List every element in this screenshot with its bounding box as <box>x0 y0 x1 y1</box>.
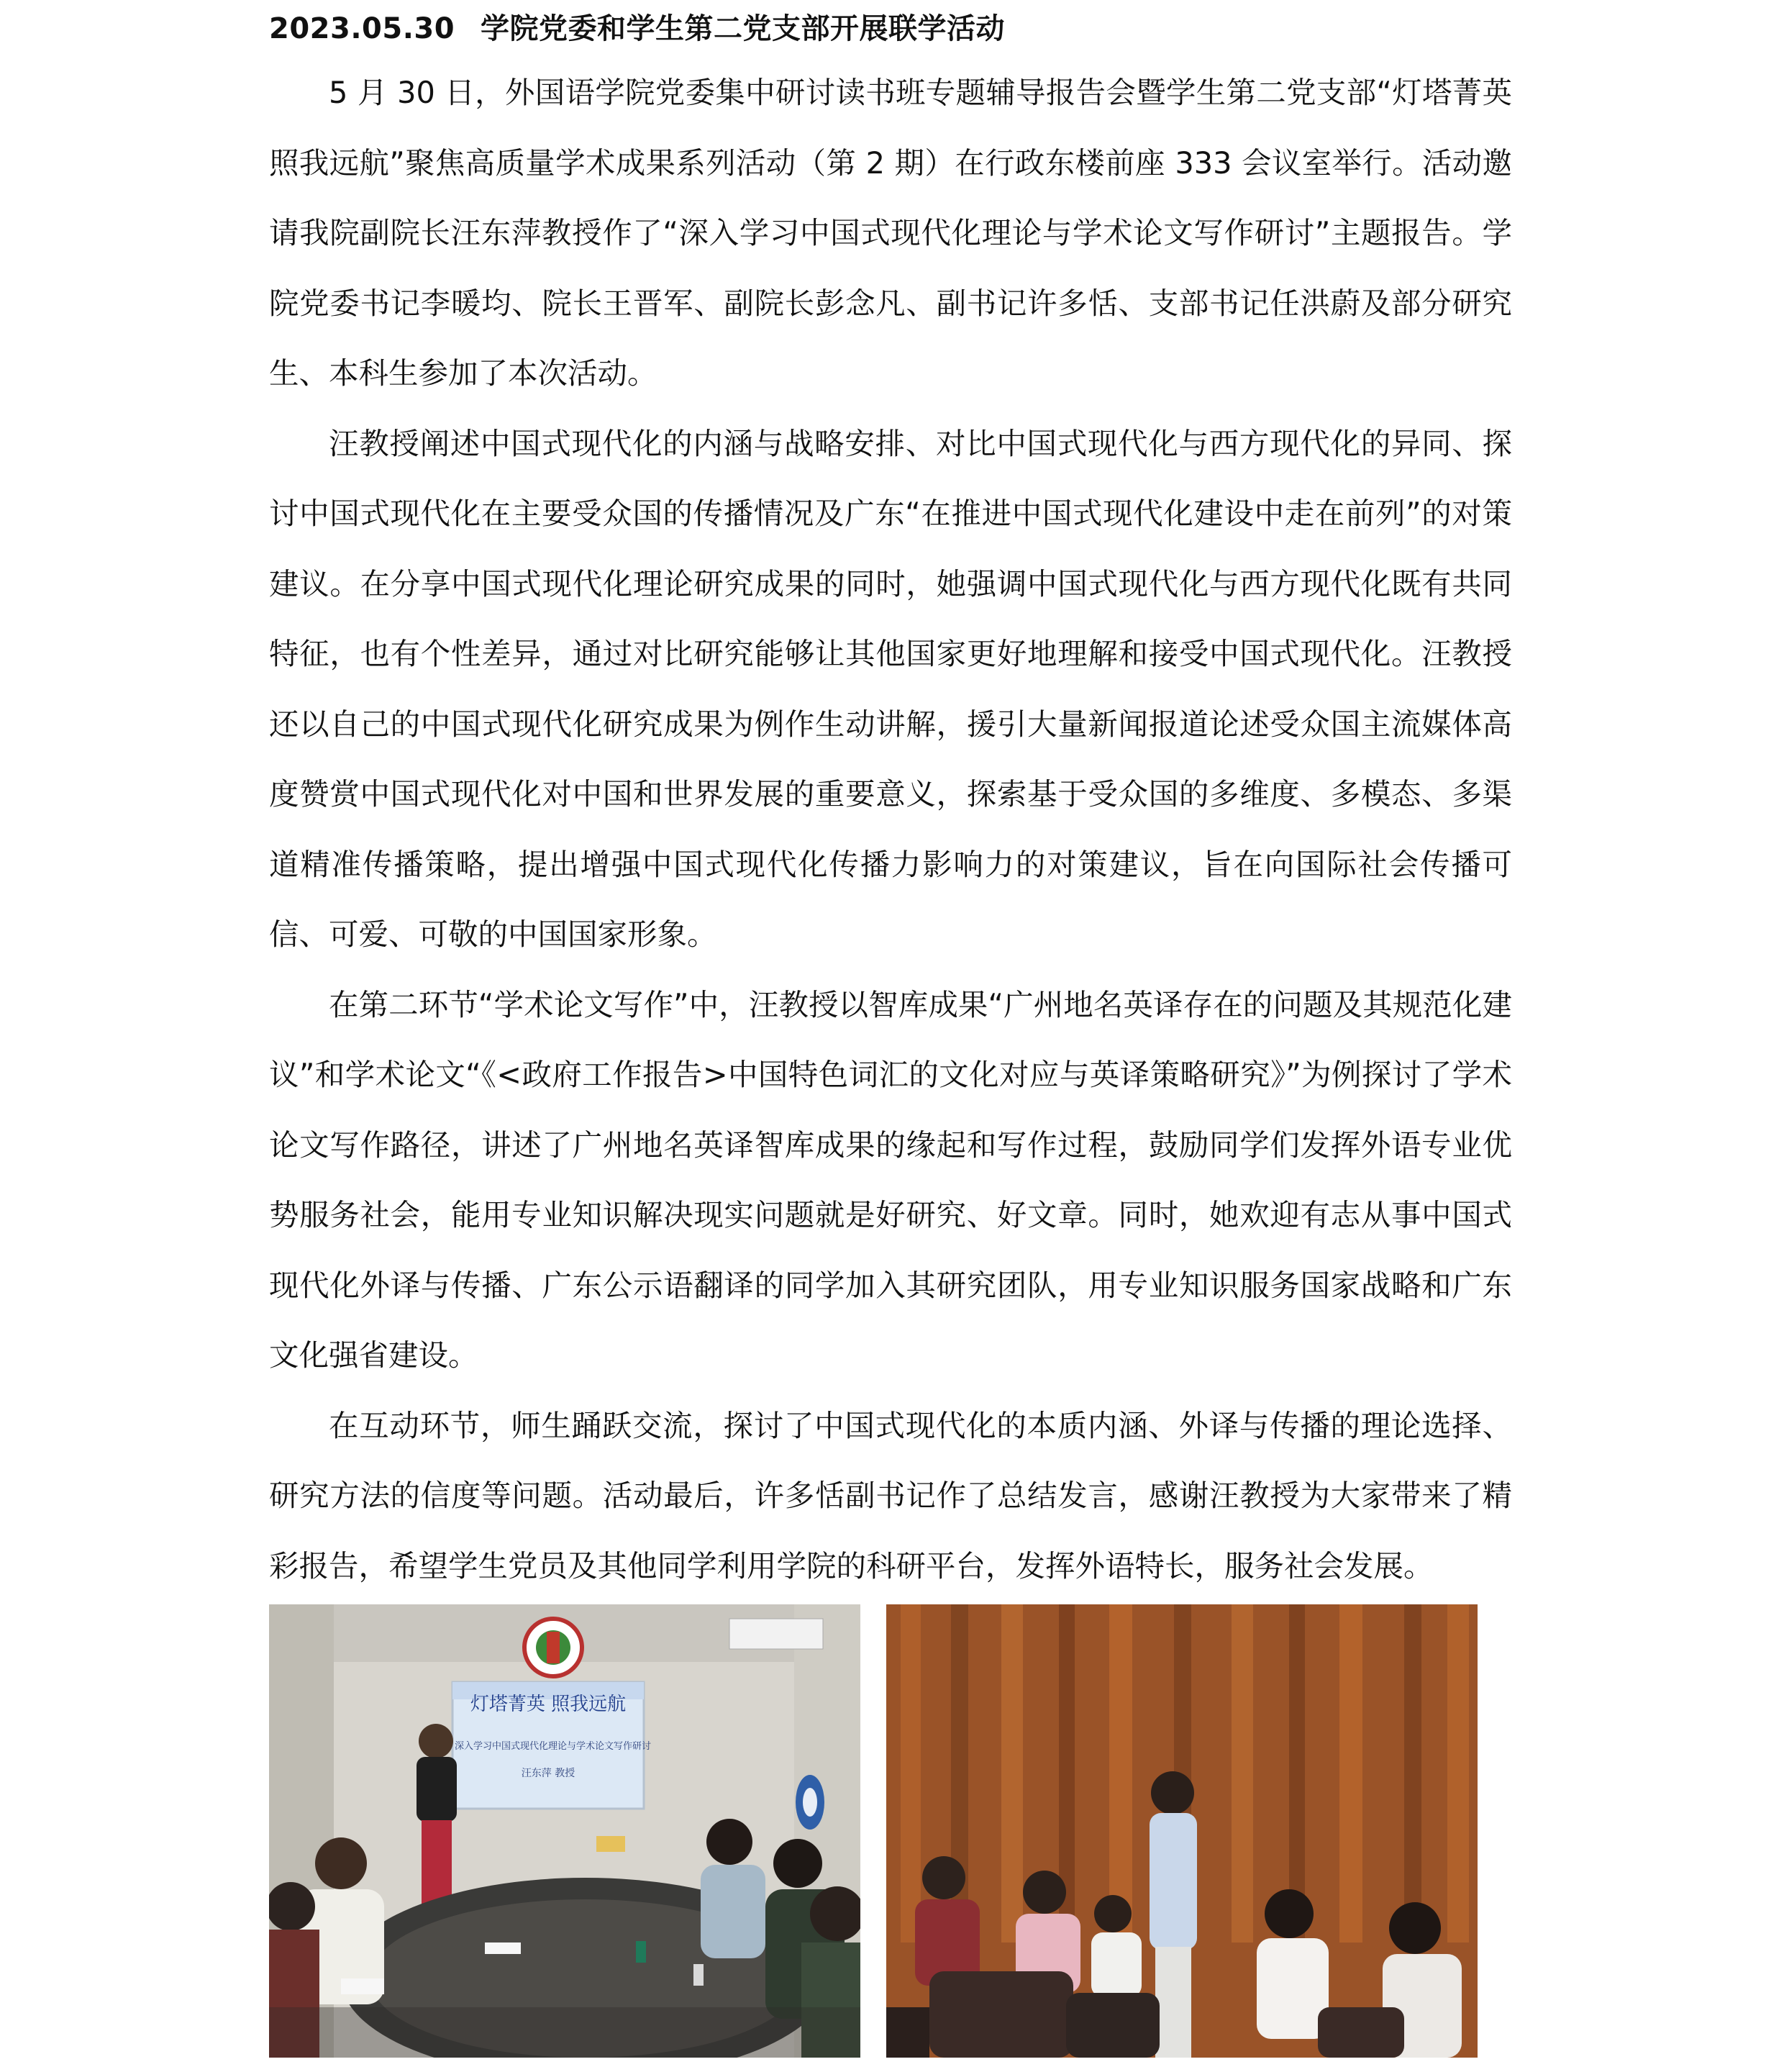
paragraph-writing: 在第二环节“学术论文写作”中，汪教授以智库成果“广州地名英译存在的问题及其规范化建议”和学术论文“《<政府工作报告>中国特色词汇的文化对应与英译策略研究》”为例探讨了学术论文写作路径，讲述了广州地名英译智库成果的缘起和写作过程，鼓励同学们发挥外语专业优势服务社会，能用专业知识解决现实问题就是好研究、好文章。同时，她欢迎有志从事中国式现代化外译与传播、广东公示语翻译的同学加入其研究团队，用专业知识服务国家战略和广东文化强省建设。 <box>269 986 1512 1373</box>
students-illustration <box>886 1604 1478 2058</box>
article-body <box>269 58 1512 1601</box>
article-heading <box>269 7 1521 50</box>
paragraph-interaction: 在互动环节，师生踊跃交流，探讨了中国式现代化的本质内涵、外译与传播的理论选择、研究方法的信度等问题。活动最后，许多恬副书记作了总结发言，感谢汪教授为大家带来了精彩报告，希望学生党员及其他同学利用学院的科研平台，发挥外语特长，服务社会发展。 <box>269 1407 1512 1583</box>
meeting-room-illustration <box>269 1604 860 2058</box>
photo-meeting-room <box>269 1604 860 2058</box>
paragraph-report: 汪教授阐述中国式现代化的内涵与战略安排、对比中国式现代化与西方现代化的异同、探讨中国式现代化在主要受众国的传播情况及广东“在推进中国式现代化建设中走在前列”的对策建议。在分享中国式现代化理论研究成果的同时，她强调中国式现代化与西方现代化既有共同特征，也有个性差异，通过对比研究能够让其他国家更好地理解和接受中国式现代化。汪教授还以自己的中国式现代化研究成果为例作生动讲解，援引大量新闻报道论述受众国主流媒体高度赞赏中国式现代化对中国和世界发展的重要意义，探索基于受众国的多维度、多模态、多渠道精准传播策略，提出增强中国式现代化传播力影响力的对策建议，旨在向国际社会传播可信、可爱、可敬的中国国家形象。 <box>269 425 1512 952</box>
screen-speaker: 汪东萍 教授 <box>521 1768 575 1779</box>
photo-students <box>886 1604 1478 2058</box>
screen-title: 灯塔菁英 照我远航 <box>470 1694 627 1715</box>
screen-topic: 深入学习中国式现代化理论与学术论文写作研讨 <box>455 1741 652 1752</box>
article-date: 2023.05.30 <box>269 12 455 45</box>
article-title: 学院党委和学生第二党支部开展联学活动 <box>481 12 1006 45</box>
photo-row <box>269 1604 1499 2058</box>
paragraph-intro: 5 月 30 日，外国语学院党委集中研讨读书班专题辅导报告会暨学生第二党支部“灯塔菁英 照我远航”聚焦高质量学术成果系列活动（第 2 期）在行政东楼前座 333 会议室举行。活动邀请我院副院长汪东萍教授作了“深入学习中国式现代化理论与学术论文写作研讨”主题报告。学院党委书记李暖均、院长王晋军、副院长彭念凡、副书记许多恬、支部书记任洪蔚及部分研究生、本科生参加了本次活动。 <box>269 75 1512 391</box>
